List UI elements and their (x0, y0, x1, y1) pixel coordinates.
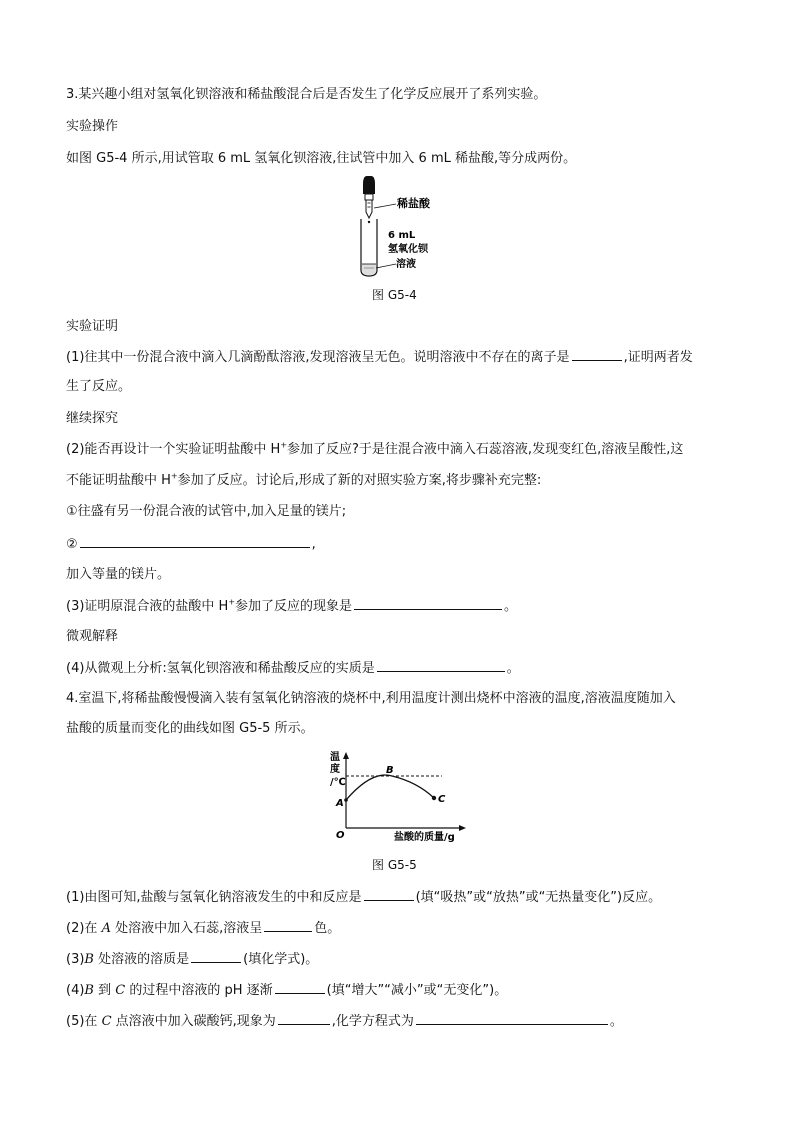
q4-part5-text-b: 点溶液中加入碳酸钙,现象为 (111, 1014, 276, 1029)
q3-part3-text-a: (3)证明原混合液的盐酸中 H (66, 599, 229, 614)
q3-part2-line1 (66, 441, 683, 459)
q3-part3-text-b: 参加了反应的现象是 (235, 599, 353, 614)
point-c-label: C (438, 794, 446, 805)
q3-part2-line2 (66, 472, 541, 490)
label-volume: 6 mL (388, 230, 416, 241)
q3-part2-text-c: 不能证明盐酸中 H (66, 473, 171, 488)
answer-blank-7[interactable] (191, 950, 241, 963)
answer-blank-6[interactable] (264, 919, 312, 932)
point-a-label: A (336, 798, 344, 809)
q4-part3-num: (3) (66, 952, 85, 967)
q3-part1-text: (1)往其中一份混合液中滴入几滴酚酞溶液,发现溶液呈无色。说明溶液中不存在的离子是 (66, 350, 570, 365)
superscript-plus: + (228, 597, 236, 607)
y-axis-label-1: 温 (330, 752, 340, 763)
answer-blank-5[interactable] (364, 888, 414, 901)
q4-part4 (66, 981, 507, 1000)
step2-comma: , (311, 537, 316, 552)
answer-blank-9[interactable] (278, 1012, 330, 1025)
q4-part5 (66, 1012, 623, 1031)
answer-blank-10[interactable] (416, 1012, 608, 1025)
q3-step2 (66, 535, 316, 554)
q4-part5-end: 。 (609, 1014, 623, 1029)
answer-blank-8[interactable] (275, 981, 325, 994)
q3-part1-line1 (66, 348, 693, 367)
figure-caption-g5-5: 图 G5-5 (372, 858, 417, 872)
q3-step1: ①往盛有另一份混合液的试管中,加入足量的镁片; (66, 504, 347, 519)
q4-part2 (66, 919, 340, 938)
q4-part4-num: (4) (66, 983, 85, 998)
q4-part3 (66, 950, 318, 969)
q4-part4-text-b: 到 (93, 983, 116, 998)
test-tube-figure (340, 172, 460, 282)
q4-part2-text-a: (2)在 (66, 921, 102, 936)
var-b: B (84, 983, 94, 998)
answer-blank-3[interactable] (354, 597, 502, 610)
y-axis-label-3: /℃ (330, 777, 346, 788)
q3-intro: 3.某兴趣小组对氢氧化钡溶液和稀盐酸混合后是否发生了化学反应展开了系列实验。 (66, 87, 547, 102)
superscript-plus: + (170, 471, 178, 481)
origin-label: O (336, 830, 345, 841)
q4-part4-text-c: 的过程中溶液的 pH 逐渐 (125, 983, 273, 998)
temperature-graph (322, 748, 472, 848)
q4-intro-line1: 4.室温下,将稀盐酸慢慢滴入装有氢氧化钠溶液的烧杯中,利用温度计测出烧杯中溶液的温度,溶液温度随加入 (66, 691, 676, 706)
var-a: A (101, 921, 111, 936)
step2-marker: ② (66, 537, 78, 552)
q3-section-proof: 实验证明 (66, 319, 119, 334)
answer-blank-2[interactable] (80, 535, 310, 548)
q3-part1-text-b: ,证明两者发 (623, 350, 693, 365)
q3-step2-cont: 加入等量的镁片。 (66, 567, 171, 582)
var-c: C (115, 983, 126, 998)
q3-section-operation: 实验操作 (66, 119, 119, 134)
q4-part1-text: (1)由图可知,盐酸与氢氧化钠溶液发生的中和反应是 (66, 890, 362, 905)
label-solution-2: 溶液 (396, 259, 416, 270)
q3-part3 (66, 597, 517, 616)
label-acid: 稀盐酸 (397, 197, 430, 210)
q4-part2-text-b: 处溶液中加入石蕊,溶液呈 (110, 921, 263, 936)
q3-part2-text-d: 参加了反应。讨论后,形成了新的对照实验方案,将步骤补充完整: (177, 473, 542, 488)
q3-operation-text: 如图 G5-4 所示,用试管取 6 mL 氢氧化钡溶液,往试管中加入 6 mL 稀盐酸,等分成两份。 (66, 151, 577, 166)
point-b-label: B (386, 765, 394, 776)
q4-part4-hint: (填“增大”“减小”或“无变化”)。 (326, 983, 508, 998)
q3-part2-text-a: (2)能否再设计一个实验证明盐酸中 H (66, 442, 281, 457)
q3-part2-text-b: 参加了反应?于是往混合液中滴入石蕊溶液,发现变红色,溶液呈酸性,这 (287, 442, 684, 457)
q3-section-continue: 继续探究 (66, 411, 119, 426)
q4-part5-text-c: ,化学方程式为 (331, 1014, 414, 1029)
x-axis-label: 盐酸的质量/g (394, 832, 455, 843)
q4-part1 (66, 888, 661, 907)
y-axis-label-2: 度 (330, 764, 340, 775)
q3-part4 (66, 659, 520, 678)
q4-part3-text-c: (填化学式)。 (243, 952, 319, 967)
q4-part3-text-b: 处溶液的溶质是 (93, 952, 190, 967)
q4-part1-hint: (填“吸热”或“放热”或“无热量变化”)反应。 (415, 890, 662, 905)
q4-part5-text-a: (5)在 (66, 1014, 102, 1029)
var-b: B (84, 952, 94, 967)
q3-part4-text: (4)从微观上分析:氢氧化钡溶液和稀盐酸反应的实质是 (66, 661, 375, 676)
superscript-plus: + (280, 440, 288, 450)
q4-part2-text-c: 色。 (314, 921, 341, 936)
q3-part3-end: 。 (504, 599, 518, 614)
figure-caption-g5-4: 图 G5-4 (372, 288, 417, 302)
label-solution-1: 氢氧化钡 (388, 244, 428, 255)
q3-part1-line2: 生了反应。 (66, 379, 132, 394)
answer-blank-4[interactable] (377, 659, 505, 672)
q3-part4-end: 。 (506, 661, 520, 676)
q3-section-micro: 微观解释 (66, 629, 119, 644)
q4-intro-line2: 盐酸的质量而变化的曲线如图 G5-5 所示。 (66, 721, 314, 736)
answer-blank-1[interactable] (572, 348, 622, 361)
var-c: C (101, 1014, 112, 1029)
